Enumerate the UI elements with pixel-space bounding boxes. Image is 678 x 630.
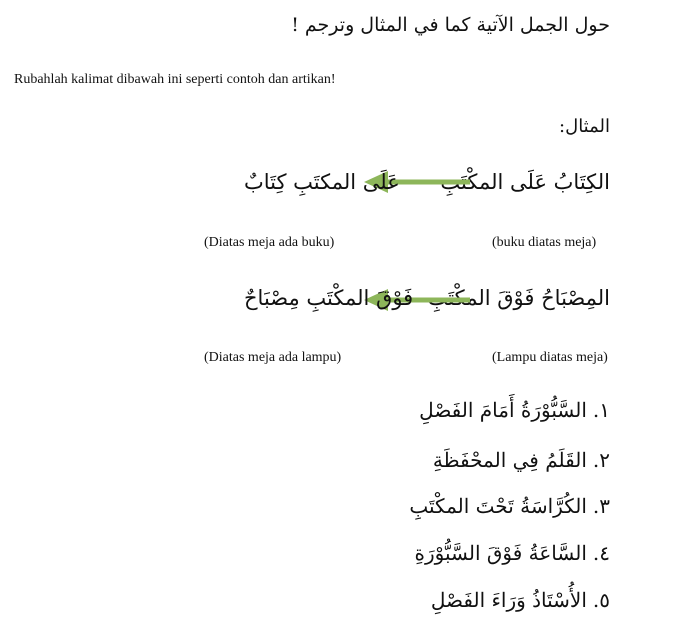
example-1-source-sentence: الكِتَابُ عَلَى المكْتَبِ	[440, 170, 610, 194]
exercise-item	[431, 588, 610, 612]
exercise-sentence: الكُرَّاسَةُ تَحْتَ المكْتَبِ	[409, 494, 587, 518]
example-1-source-translation: (buku diatas meja)	[492, 235, 597, 250]
exercise-sentence: القَلَمُ فِي المحْفَظَةِ	[432, 448, 587, 472]
example-2-result-translation: (Diatas meja ada lampu)	[204, 350, 342, 365]
exercise-item	[419, 398, 610, 422]
exercise-number: ١.	[592, 398, 610, 422]
example-1-result-translation: (Diatas meja ada buku)	[204, 235, 335, 250]
exercise-sentence: السَّبُّوْرَةُ أَمَامَ الفَصْلِ	[419, 398, 587, 422]
exercise-item	[415, 541, 610, 565]
exercise-item	[433, 448, 610, 472]
exercise-number: ٣.	[592, 494, 610, 518]
example-2-source-translation: (Lampu diatas meja)	[492, 350, 608, 365]
example-2-source-sentence: المِصْبَاحُ فَوْقَ المكْتَبِ	[427, 286, 610, 310]
example-2-result-sentence: فَوْقَ المكْتَبِ مِصْبَاحٌ	[244, 286, 414, 310]
example-1-result-sentence: عَلَى المكتَبِ كِتَابٌ	[244, 170, 400, 194]
instruction-indonesian: Rubahlah kalimat dibawah ini seperti contoh dan artikan!	[14, 72, 336, 87]
example-label: المثال:	[559, 116, 610, 137]
exercise-number: ٢.	[592, 448, 610, 472]
exercise-sentence: الأُسْتَاذُ وَرَاءَ الفَصْلِ	[430, 588, 587, 612]
exercise-number: ٥.	[592, 588, 610, 612]
exercise-sentence: السَّاعَةُ فَوْقَ السَّبُّوْرَةِ	[414, 541, 587, 565]
exercise-item	[409, 494, 610, 518]
exercise-number: ٤.	[592, 541, 610, 565]
instruction-arabic: حول الجمل الآتية كما في المثال وترجم !	[291, 14, 610, 36]
